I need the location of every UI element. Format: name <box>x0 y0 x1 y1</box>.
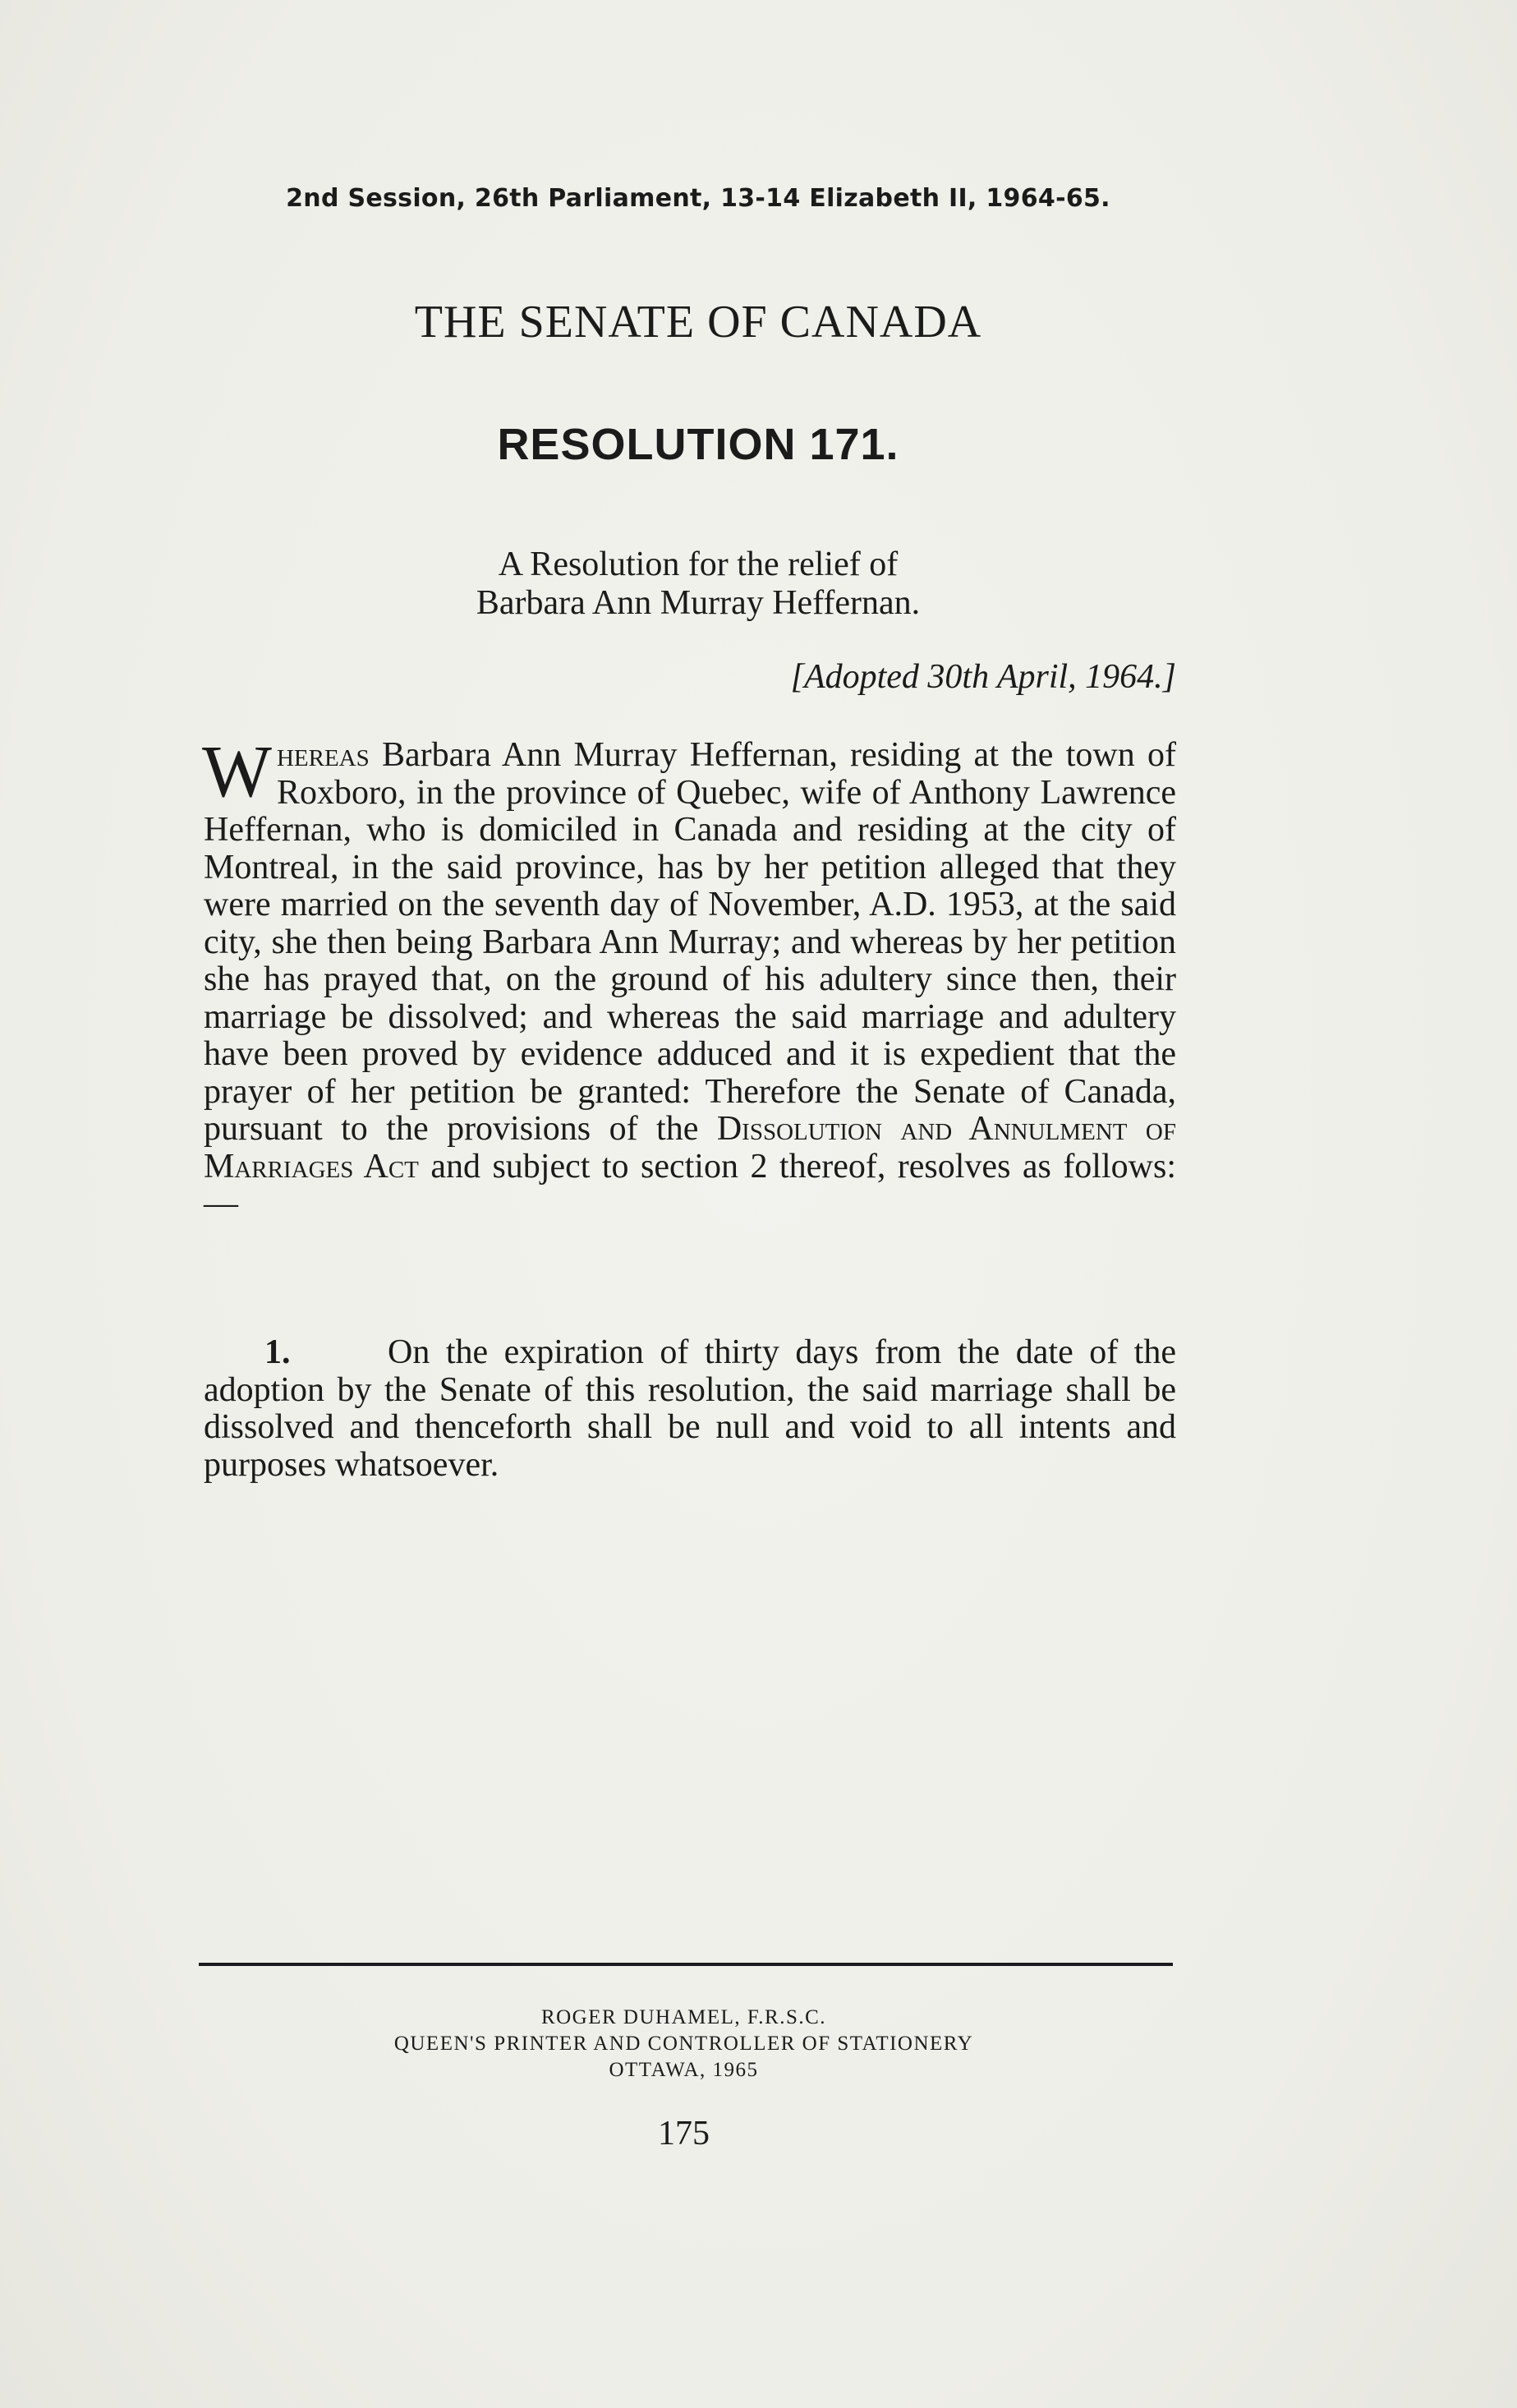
drop-cap: W <box>202 731 272 813</box>
whereas-text-part-1: Barbara Ann Murray Heffernan, residing at the town of Roxboro, in the province of Quebec, wife of Anthony Lawrence Heffernan, who is domiciled in Canada and residing at the city of Montreal, in the said province, has by her petition alleged that they were married on the seventh day of November, A.D. 1953, at the said city, she then being Barbara Ann Murray; and whereas by her petition she has prayed that, on the ground of his adultery since then, their marriage be dissolved; and whereas the said marriage and adultery have been proved by evidence adduced and it is expedient that the prayer of her petition be granted: Therefore the Senate of Canada, pursuant to the provisions of the <box>204 736 1176 1148</box>
whereas-paragraph <box>202 731 1176 1223</box>
adoption-date: [Adopted 30th April, 1964.] <box>790 658 1176 696</box>
section-number: 1. <box>264 1333 291 1371</box>
whereas-text-part-2: and subject to section 2 thereof, resolves as follows:— <box>204 1147 1176 1222</box>
resolution-title: RESOLUTION 171. <box>497 420 899 469</box>
footer-line-1: ROGER DUHAMEL, F.R.S.C. <box>540 2006 827 2028</box>
subtitle-line-1: A Resolution for the relief of <box>498 546 899 583</box>
footer-rule <box>199 1963 1173 1966</box>
section-1-paragraph <box>204 1334 1176 1484</box>
footer-line-2: QUEEN'S PRINTER AND CONTROLLER OF STATIONERY <box>393 2033 974 2055</box>
act-name: Dissolution and Annulment of Marriages Act <box>204 1110 1176 1186</box>
printer-footer <box>0 2005 1368 2083</box>
session-heading: 2nd Session, 26th Parliament, 13-14 Elizabeth II, 1964-65. <box>286 184 1110 213</box>
footer-line-3: OTTAWA, 1965 <box>609 2059 759 2081</box>
page-number: 175 <box>658 2115 710 2152</box>
institution-title: THE SENATE OF CANADA <box>414 297 982 348</box>
whereas-lead-word: hereas <box>276 736 370 774</box>
subtitle-line-2: Barbara Ann Murray Heffernan. <box>476 584 921 622</box>
resolution-subtitle <box>0 546 1396 623</box>
section-1-text: On the expiration of thirty days from the date of the adoption by the Senate of this resolution, the said marriage shall be dissolved and thenceforth shall be null and void to all intents and purposes whatsoever. <box>204 1333 1176 1484</box>
